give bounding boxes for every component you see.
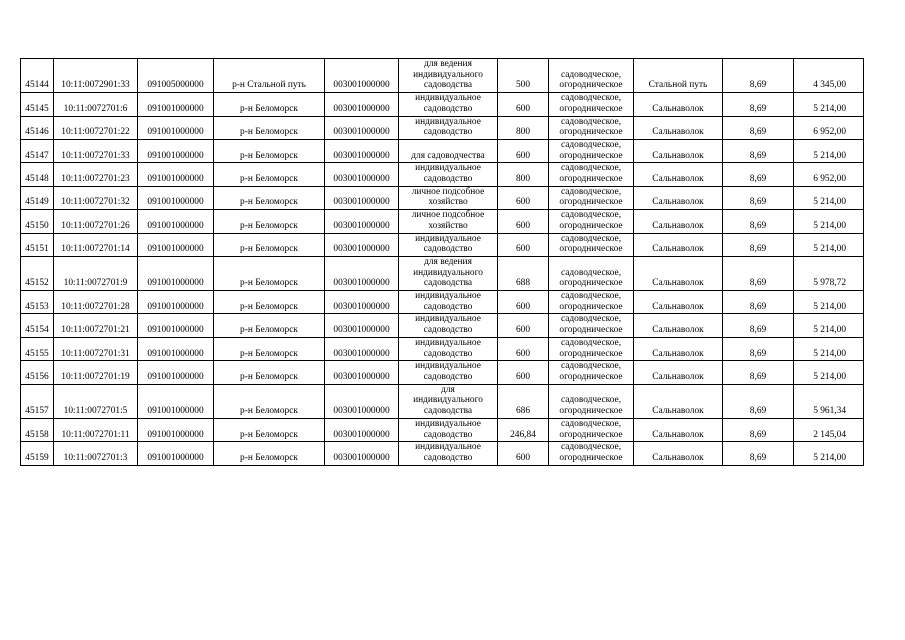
- rate-cell: 8,69: [723, 139, 794, 162]
- permitted-use-cell: индивидуальное садоводство: [399, 418, 498, 441]
- amount-cell: 5 214,00: [794, 186, 864, 209]
- category-code-cell: 003001000000: [325, 59, 399, 93]
- permitted-use-cell: индивидуальное садоводство: [399, 116, 498, 139]
- permitted-use-cell: индивидуальное садоводство: [399, 93, 498, 116]
- row-number-cell: 45159: [21, 442, 54, 465]
- district-cell: р-н Беломорск: [214, 163, 325, 186]
- rate-cell: 8,69: [723, 384, 794, 418]
- oktmo-code-cell: 091001000000: [138, 361, 214, 384]
- area-cell: 600: [498, 93, 549, 116]
- district-cell: р-н Беломорск: [214, 314, 325, 337]
- row-number-cell: 45156: [21, 361, 54, 384]
- oktmo-code-cell: 091001000000: [138, 384, 214, 418]
- amount-cell: 5 214,00: [794, 314, 864, 337]
- land-category-cell: садоводческое, огородническое: [549, 186, 634, 209]
- area-cell: 600: [498, 233, 549, 256]
- locality-cell: Сальнаволок: [634, 314, 723, 337]
- land-category-cell: садоводческое, огородническое: [549, 59, 634, 93]
- cadastral-number-cell: 10:11:0072701:9: [54, 256, 138, 290]
- district-cell: р-н Беломорск: [214, 384, 325, 418]
- area-cell: 600: [498, 361, 549, 384]
- locality-cell: Стальной путь: [634, 59, 723, 93]
- amount-cell: 4 345,00: [794, 59, 864, 93]
- table-row: [21, 116, 864, 139]
- rate-cell: 8,69: [723, 337, 794, 360]
- land-category-cell: садоводческое, огородническое: [549, 418, 634, 441]
- amount-cell: 6 952,00: [794, 163, 864, 186]
- table-row: [21, 291, 864, 314]
- table-row: [21, 442, 864, 465]
- amount-cell: 5 214,00: [794, 233, 864, 256]
- table-row: [21, 186, 864, 209]
- category-code-cell: 003001000000: [325, 139, 399, 162]
- rate-cell: 8,69: [723, 93, 794, 116]
- locality-cell: Сальнаволок: [634, 337, 723, 360]
- land-category-cell: садоводческое, огородническое: [549, 291, 634, 314]
- area-cell: 600: [498, 186, 549, 209]
- locality-cell: Сальнаволок: [634, 139, 723, 162]
- category-code-cell: 003001000000: [325, 314, 399, 337]
- category-code-cell: 003001000000: [325, 256, 399, 290]
- permitted-use-cell: для садоводчества: [399, 139, 498, 162]
- oktmo-code-cell: 091001000000: [138, 256, 214, 290]
- row-number-cell: 45158: [21, 418, 54, 441]
- land-category-cell: садоводческое, огородническое: [549, 337, 634, 360]
- category-code-cell: 003001000000: [325, 116, 399, 139]
- cadastral-number-cell: 10:11:0072701:6: [54, 93, 138, 116]
- table-row: [21, 361, 864, 384]
- cadastral-number-cell: 10:11:0072701:21: [54, 314, 138, 337]
- category-code-cell: 003001000000: [325, 442, 399, 465]
- oktmo-code-cell: 091001000000: [138, 233, 214, 256]
- permitted-use-cell: индивидуальное садоводство: [399, 291, 498, 314]
- district-cell: р-н Беломорск: [214, 116, 325, 139]
- permitted-use-cell: для ведения индивидуального садоводства: [399, 59, 498, 93]
- area-cell: 600: [498, 314, 549, 337]
- area-cell: 800: [498, 163, 549, 186]
- land-category-cell: садоводческое, огородническое: [549, 442, 634, 465]
- amount-cell: 5 214,00: [794, 337, 864, 360]
- rate-cell: 8,69: [723, 314, 794, 337]
- amount-cell: 5 214,00: [794, 93, 864, 116]
- land-category-cell: садоводческое, огородническое: [549, 210, 634, 233]
- row-number-cell: 45144: [21, 59, 54, 93]
- district-cell: р-н Беломорск: [214, 442, 325, 465]
- locality-cell: Сальнаволок: [634, 291, 723, 314]
- amount-cell: 5 214,00: [794, 210, 864, 233]
- row-number-cell: 45151: [21, 233, 54, 256]
- rate-cell: 8,69: [723, 59, 794, 93]
- rate-cell: 8,69: [723, 361, 794, 384]
- oktmo-code-cell: 091001000000: [138, 186, 214, 209]
- area-cell: 600: [498, 442, 549, 465]
- permitted-use-cell: для ведения индивидуального садоводства: [399, 256, 498, 290]
- table-row: [21, 163, 864, 186]
- land-plots-table: [20, 58, 864, 466]
- row-number-cell: 45154: [21, 314, 54, 337]
- amount-cell: 5 214,00: [794, 291, 864, 314]
- amount-cell: 6 952,00: [794, 116, 864, 139]
- district-cell: р-н Беломорск: [214, 210, 325, 233]
- rate-cell: 8,69: [723, 291, 794, 314]
- district-cell: р-н Беломорск: [214, 186, 325, 209]
- amount-cell: 5 214,00: [794, 442, 864, 465]
- cadastral-number-cell: 10:11:0072701:32: [54, 186, 138, 209]
- category-code-cell: 003001000000: [325, 384, 399, 418]
- cadastral-number-cell: 10:11:0072701:28: [54, 291, 138, 314]
- locality-cell: Сальнаволок: [634, 384, 723, 418]
- category-code-cell: 003001000000: [325, 186, 399, 209]
- row-number-cell: 45152: [21, 256, 54, 290]
- area-cell: 686: [498, 384, 549, 418]
- area-cell: 600: [498, 291, 549, 314]
- locality-cell: Сальнаволок: [634, 418, 723, 441]
- row-number-cell: 45157: [21, 384, 54, 418]
- rate-cell: 8,69: [723, 116, 794, 139]
- row-number-cell: 45145: [21, 93, 54, 116]
- rate-cell: 8,69: [723, 210, 794, 233]
- land-category-cell: садоводческое, огородническое: [549, 384, 634, 418]
- area-cell: 688: [498, 256, 549, 290]
- category-code-cell: 003001000000: [325, 337, 399, 360]
- land-category-cell: садоводческое, огородническое: [549, 361, 634, 384]
- permitted-use-cell: для индивидуального садоводства: [399, 384, 498, 418]
- oktmo-code-cell: 091001000000: [138, 337, 214, 360]
- table-row: [21, 314, 864, 337]
- table-row: [21, 384, 864, 418]
- cadastral-number-cell: 10:11:0072701:26: [54, 210, 138, 233]
- rate-cell: 8,69: [723, 163, 794, 186]
- cadastral-number-cell: 10:11:0072701:5: [54, 384, 138, 418]
- locality-cell: Сальнаволок: [634, 93, 723, 116]
- locality-cell: Сальнаволок: [634, 256, 723, 290]
- cadastral-number-cell: 10:11:0072701:23: [54, 163, 138, 186]
- category-code-cell: 003001000000: [325, 210, 399, 233]
- table-row: [21, 418, 864, 441]
- oktmo-code-cell: 091001000000: [138, 139, 214, 162]
- land-category-cell: садоводческое, огородническое: [549, 93, 634, 116]
- land-category-cell: садоводческое, огородническое: [549, 256, 634, 290]
- amount-cell: 5 214,00: [794, 361, 864, 384]
- row-number-cell: 45153: [21, 291, 54, 314]
- district-cell: р-н Беломорск: [214, 256, 325, 290]
- locality-cell: Сальнаволок: [634, 442, 723, 465]
- district-cell: р-н Беломорск: [214, 337, 325, 360]
- permitted-use-cell: индивидуальное садоводство: [399, 163, 498, 186]
- district-cell: р-н Беломорск: [214, 361, 325, 384]
- district-cell: р-н Беломорск: [214, 233, 325, 256]
- rate-cell: 8,69: [723, 442, 794, 465]
- oktmo-code-cell: 091001000000: [138, 314, 214, 337]
- row-number-cell: 45150: [21, 210, 54, 233]
- oktmo-code-cell: 091001000000: [138, 116, 214, 139]
- category-code-cell: 003001000000: [325, 163, 399, 186]
- permitted-use-cell: индивидуальное садоводство: [399, 442, 498, 465]
- table-row: [21, 139, 864, 162]
- table-row: [21, 337, 864, 360]
- cadastral-number-cell: 10:11:0072701:14: [54, 233, 138, 256]
- table-row: [21, 93, 864, 116]
- oktmo-code-cell: 091001000000: [138, 163, 214, 186]
- district-cell: р-н Беломорск: [214, 418, 325, 441]
- category-code-cell: 003001000000: [325, 233, 399, 256]
- oktmo-code-cell: 091005000000: [138, 59, 214, 93]
- locality-cell: Сальнаволок: [634, 210, 723, 233]
- area-cell: 246,84: [498, 418, 549, 441]
- row-number-cell: 45146: [21, 116, 54, 139]
- row-number-cell: 45148: [21, 163, 54, 186]
- table-row: [21, 210, 864, 233]
- oktmo-code-cell: 091001000000: [138, 291, 214, 314]
- table-row: [21, 256, 864, 290]
- rate-cell: 8,69: [723, 186, 794, 209]
- rate-cell: 8,69: [723, 233, 794, 256]
- cadastral-number-cell: 10:11:0072701:11: [54, 418, 138, 441]
- permitted-use-cell: индивидуальное садоводство: [399, 314, 498, 337]
- row-number-cell: 45147: [21, 139, 54, 162]
- cadastral-number-cell: 10:11:0072701:3: [54, 442, 138, 465]
- amount-cell: 5 214,00: [794, 139, 864, 162]
- category-code-cell: 003001000000: [325, 418, 399, 441]
- area-cell: 800: [498, 116, 549, 139]
- land-category-cell: садоводческое, огородническое: [549, 139, 634, 162]
- oktmo-code-cell: 091001000000: [138, 93, 214, 116]
- area-cell: 600: [498, 210, 549, 233]
- cadastral-number-cell: 10:11:0072701:22: [54, 116, 138, 139]
- area-cell: 600: [498, 139, 549, 162]
- table-body: [21, 59, 864, 466]
- permitted-use-cell: личное подсобное хозяйство: [399, 186, 498, 209]
- permitted-use-cell: индивидуальное садоводство: [399, 337, 498, 360]
- cadastral-number-cell: 10:11:0072701:33: [54, 139, 138, 162]
- permitted-use-cell: индивидуальное садоводство: [399, 361, 498, 384]
- locality-cell: Сальнаволок: [634, 116, 723, 139]
- cadastral-number-cell: 10:11:0072901:33: [54, 59, 138, 93]
- land-category-cell: садоводческое, огородническое: [549, 233, 634, 256]
- district-cell: р-н Стальной путь: [214, 59, 325, 93]
- area-cell: 500: [498, 59, 549, 93]
- area-cell: 600: [498, 337, 549, 360]
- land-category-cell: садоводческое, огородническое: [549, 116, 634, 139]
- locality-cell: Сальнаволок: [634, 186, 723, 209]
- amount-cell: 2 145,04: [794, 418, 864, 441]
- locality-cell: Сальнаволок: [634, 233, 723, 256]
- permitted-use-cell: личное подсобное хозяйство: [399, 210, 498, 233]
- amount-cell: 5 961,34: [794, 384, 864, 418]
- district-cell: р-н Беломорск: [214, 291, 325, 314]
- table-row: [21, 59, 864, 93]
- amount-cell: 5 978,72: [794, 256, 864, 290]
- category-code-cell: 003001000000: [325, 291, 399, 314]
- rate-cell: 8,69: [723, 418, 794, 441]
- locality-cell: Сальнаволок: [634, 361, 723, 384]
- table-row: [21, 233, 864, 256]
- cadastral-number-cell: 10:11:0072701:31: [54, 337, 138, 360]
- cadastral-number-cell: 10:11:0072701:19: [54, 361, 138, 384]
- land-category-cell: садоводческое, огородническое: [549, 163, 634, 186]
- district-cell: р-н Беломорск: [214, 93, 325, 116]
- row-number-cell: 45155: [21, 337, 54, 360]
- row-number-cell: 45149: [21, 186, 54, 209]
- oktmo-code-cell: 091001000000: [138, 442, 214, 465]
- oktmo-code-cell: 091001000000: [138, 210, 214, 233]
- land-category-cell: садоводческое, огородническое: [549, 314, 634, 337]
- rate-cell: 8,69: [723, 256, 794, 290]
- permitted-use-cell: индивидуальное садоводство: [399, 233, 498, 256]
- oktmo-code-cell: 091001000000: [138, 418, 214, 441]
- category-code-cell: 003001000000: [325, 93, 399, 116]
- locality-cell: Сальнаволок: [634, 163, 723, 186]
- category-code-cell: 003001000000: [325, 361, 399, 384]
- district-cell: р-н Беломорск: [214, 139, 325, 162]
